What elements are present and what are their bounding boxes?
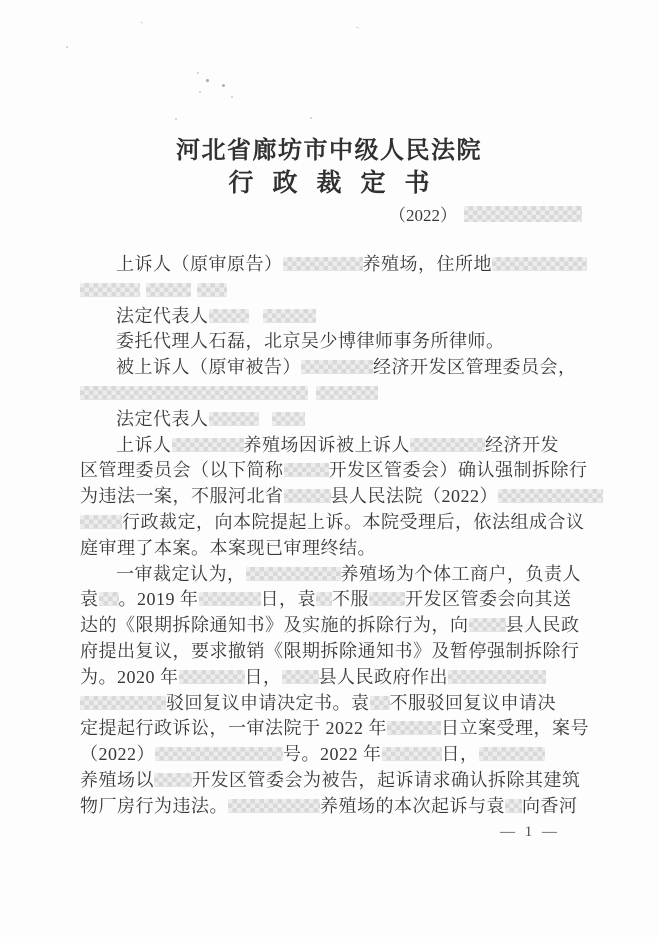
redaction-block — [246, 567, 341, 581]
redaction-block — [155, 747, 283, 761]
line-text: 法定代表人 — [116, 408, 209, 429]
scan-speck — [222, 84, 225, 87]
scan-speck — [206, 79, 209, 82]
redaction-block — [80, 515, 122, 529]
page-number: — 1 — — [500, 824, 560, 840]
line-text: 日立案受理，案号 — [441, 718, 589, 739]
scan-speck — [140, 21, 143, 24]
redaction-block — [284, 489, 331, 503]
redaction-block — [154, 773, 192, 787]
redaction-block — [492, 257, 587, 271]
text-line — [80, 355, 585, 381]
line-text: 养殖场因诉被上诉人 — [243, 434, 410, 455]
line-text: 养殖场为个体工商户，负责人 — [340, 563, 581, 584]
scan-speck — [175, 118, 177, 120]
line-text: 日， — [441, 744, 479, 765]
text-line — [80, 794, 585, 820]
redaction-block — [99, 592, 119, 606]
text-line — [80, 587, 585, 613]
redaction-block — [80, 386, 308, 400]
redaction-block — [179, 670, 245, 684]
redaction-block — [146, 283, 191, 297]
line-text: 号。2022 年 — [283, 744, 382, 765]
redaction-block — [228, 799, 320, 813]
redaction-block — [498, 489, 603, 503]
court-name: 河北省廊坊市中级人民法院 — [176, 138, 482, 164]
line-text: 经济开发区管理委员会， — [373, 357, 577, 378]
scan-speck — [356, 26, 359, 29]
case-number-prefix: （2022） — [389, 206, 457, 225]
line-text: 上诉人（原审原告） — [116, 254, 283, 274]
redaction-block — [80, 283, 140, 297]
line-text: 委托代理人石磊，北京吴少博律师事务所律师。 — [116, 331, 505, 352]
redaction-block — [197, 283, 227, 297]
text-line — [80, 510, 585, 536]
line-text: 为。2020 年 — [80, 666, 179, 687]
text-line — [80, 458, 588, 484]
line-text: 日，袁 — [260, 589, 316, 610]
text-line — [80, 536, 585, 562]
line-text: 不服驳回复议申请决 — [389, 692, 556, 713]
line-text: 不服 — [332, 589, 369, 610]
redaction-block — [448, 670, 546, 684]
redaction-block — [172, 438, 244, 452]
line-text: （2022） — [80, 744, 155, 765]
line-text: 驳回复议申请决定书。袁 — [166, 692, 370, 713]
redaction-block — [505, 799, 522, 813]
line-text: 定提起行政诉讼，一审法院于 2022 年 — [80, 718, 387, 739]
redaction-block — [316, 386, 378, 400]
redaction-block — [316, 592, 332, 606]
line-text: 行政裁定，向本院提起上诉。本院受理后，依法组成合议 — [122, 511, 585, 532]
line-text: 养殖场的本次起诉与袁 — [320, 795, 505, 816]
redaction-block — [263, 309, 316, 323]
line-text: 府提出复议，要求撤销《限期拆除通知书》及暂停强制拆除行 — [80, 640, 580, 661]
redaction-block — [410, 438, 485, 452]
redaction-block — [369, 592, 405, 606]
line-text: 庭审理了本案。本案现已审理终结。 — [80, 537, 376, 558]
redaction-block — [199, 592, 261, 606]
redaction-block — [283, 257, 363, 271]
text-line — [80, 639, 585, 665]
line-text: 向香河 — [522, 795, 578, 816]
scan-speck — [66, 46, 68, 48]
scan-speck — [310, 117, 312, 119]
line-text: 为违法一案，不服河北省 — [80, 486, 284, 507]
line-text: 养殖场，住所地 — [362, 254, 492, 274]
line-text: 达的《限期拆除通知书》及实施的拆除行为，向 — [80, 615, 469, 636]
text-line — [80, 381, 585, 407]
line-text: 上诉人 — [116, 434, 172, 455]
line-text: 一审裁定认为， — [116, 563, 246, 584]
line-text: 经济开发 — [485, 434, 559, 455]
redaction-block — [284, 463, 329, 477]
scan-speck — [199, 91, 201, 93]
text-line — [80, 562, 585, 588]
case-number-line — [0, 201, 582, 226]
line-text: 县人民政 — [505, 615, 580, 636]
line-text: 日， — [244, 666, 282, 687]
redaction-block — [301, 360, 373, 374]
page-footer — [430, 824, 630, 841]
text-line — [80, 742, 585, 768]
redaction-block — [387, 721, 441, 735]
text-line — [80, 665, 585, 691]
redaction-block — [282, 670, 319, 684]
line-text: 开发区管委会为被告，起诉请求确认拆除其建筑 — [192, 769, 581, 790]
scan-speck — [197, 72, 199, 74]
text-line — [80, 484, 585, 510]
text-line — [80, 252, 585, 278]
line-text: 袁 — [80, 589, 99, 610]
redaction-block — [272, 412, 305, 426]
redaction-block — [80, 696, 166, 710]
text-line — [80, 691, 585, 717]
line-text: 养殖场以 — [80, 769, 154, 790]
document-body — [80, 252, 589, 820]
redaction-block — [382, 747, 442, 761]
spacer — [259, 424, 272, 425]
text-line — [80, 768, 585, 794]
line-text: 开发区管委会）确认强制拆除行 — [328, 460, 588, 481]
redaction-block — [469, 618, 506, 632]
line-text: 县人民法院（2022） — [330, 486, 498, 507]
line-text: 区管理委员会（以下简称 — [80, 460, 284, 481]
line-text: 县人民政府作出 — [318, 666, 448, 687]
line-text: 开发区管委会向其送 — [405, 589, 572, 610]
text-line — [80, 407, 585, 433]
text-line — [80, 329, 585, 355]
scan-speck — [231, 96, 233, 98]
redaction-block — [370, 696, 390, 710]
text-line — [80, 716, 589, 742]
line-text: 法定代表人 — [116, 305, 209, 326]
line-text: 物厂房行为违法。 — [80, 795, 228, 816]
line-text: 被上诉人（原审被告） — [116, 357, 301, 378]
case-number-redaction — [464, 206, 582, 222]
text-line — [80, 278, 585, 304]
spacer — [308, 398, 316, 399]
document-type-title: 行政裁定书 — [228, 170, 449, 197]
line-text: 。2019 年 — [118, 589, 199, 610]
text-line — [80, 304, 585, 330]
redaction-block — [479, 747, 545, 761]
redaction-block — [209, 412, 259, 426]
text-line — [80, 433, 585, 459]
spacer — [249, 321, 263, 322]
text-line — [80, 613, 585, 639]
redaction-block — [209, 309, 249, 323]
